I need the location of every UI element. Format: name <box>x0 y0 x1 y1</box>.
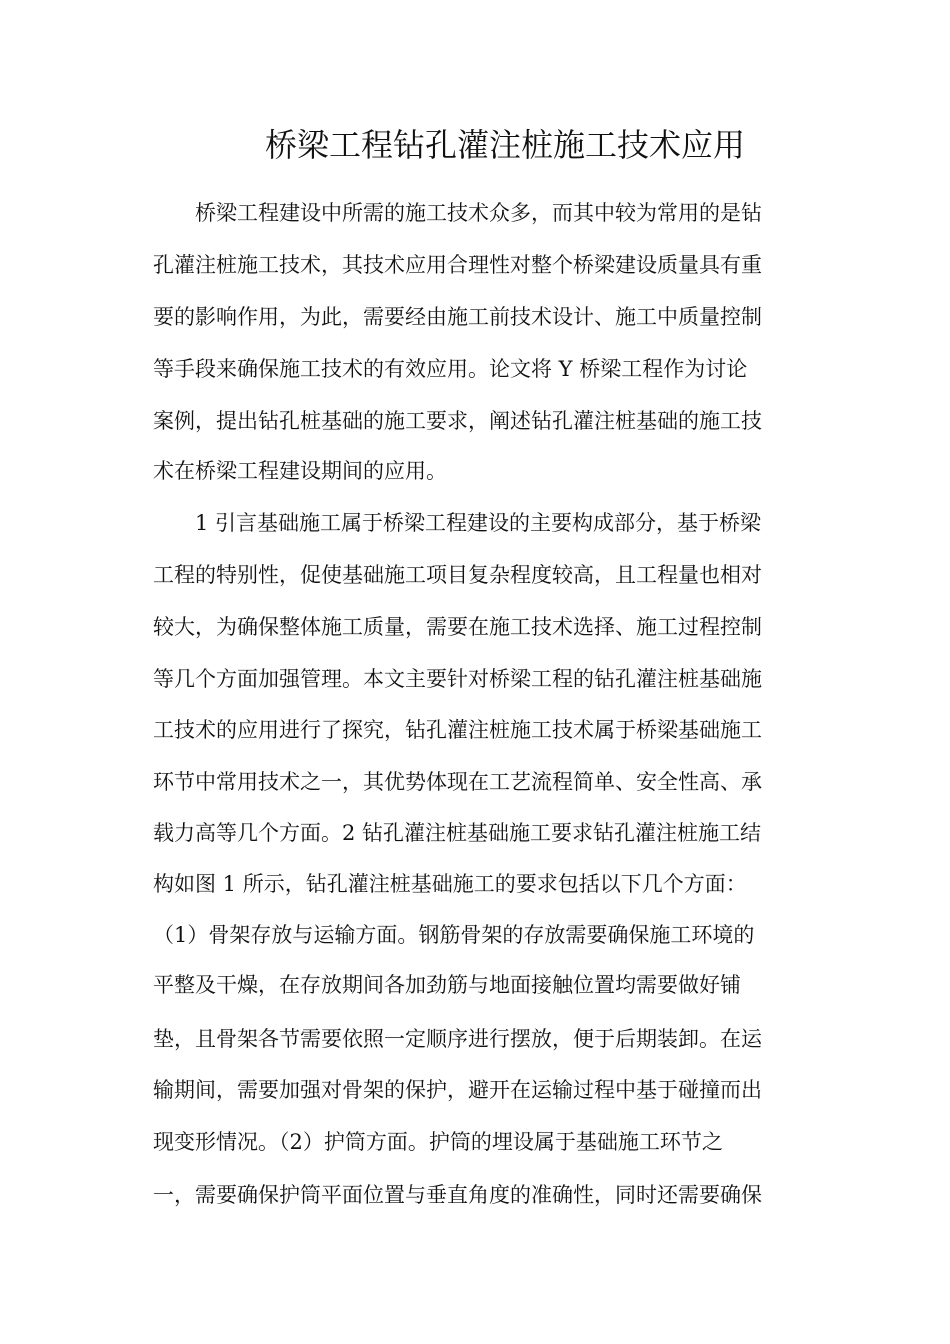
body-line: 等几个方面加强管理。本文主要针对桥梁工程的钻孔灌注桩基础施 <box>153 667 762 691</box>
body-line: 等手段来确保施工技术的有效应用。论文将 Y 桥梁工程作为讨论 <box>153 357 748 381</box>
body-line: 构如图 1 所示，钻孔灌注桩基础施工的要求包括以下几个方面： <box>153 872 747 896</box>
body-line: 垫，且骨架各节需要依照一定顺序进行摆放，便于后期装卸。在运 <box>153 1027 762 1051</box>
body-line: 术在桥梁工程建设期间的应用。 <box>153 459 447 483</box>
body-line: 环节中常用技术之一，其优势体现在工艺流程简单、安全性高、承 <box>153 770 762 794</box>
body-line: 平整及干燥，在存放期间各加劲筋与地面接触位置均需要做好铺 <box>153 973 741 997</box>
body-line: 工技术的应用进行了探究，钻孔灌注桩施工技术属于桥梁基础施工 <box>153 718 762 742</box>
body-line: 现变形情况。（2）护筒方面。护筒的埋设属于基础施工环节之 <box>153 1130 723 1154</box>
body-line: 1 引言基础施工属于桥梁工程建设的主要构成部分，基于桥梁 <box>195 511 762 535</box>
body-line: 桥梁工程建设中所需的施工技术众多，而其中较为常用的是钻 <box>195 201 762 225</box>
body-line: 案例，提出钻孔桩基础的施工要求，阐述钻孔灌注桩基础的施工技 <box>153 409 762 433</box>
body-line: 孔灌注桩施工技术，其技术应用合理性对整个桥梁建设质量具有重 <box>153 253 762 277</box>
body-line: （1）骨架存放与运输方面。钢筋骨架的存放需要确保施工环境的 <box>153 923 755 947</box>
body-line: 一，需要确保护筒平面位置与垂直角度的准确性，同时还需要确保 <box>153 1183 762 1207</box>
body-line: 要的影响作用，为此，需要经由施工前技术设计、施工中质量控制 <box>153 305 762 329</box>
body-line: 输期间，需要加强对骨架的保护，避开在运输过程中基于碰撞而出 <box>153 1078 762 1102</box>
body-line: 载力高等几个方面。2 钻孔灌注桩基础施工要求钻孔灌注桩施工结 <box>153 821 762 845</box>
body-line: 工程的特别性，促使基础施工项目复杂程度较高，且工程量也相对 <box>153 563 762 587</box>
document-title: 桥梁工程钻孔灌注桩施工技术应用 <box>264 126 745 164</box>
body-line: 较大，为确保整体施工质量，需要在施工技术选择、施工过程控制 <box>153 615 762 639</box>
